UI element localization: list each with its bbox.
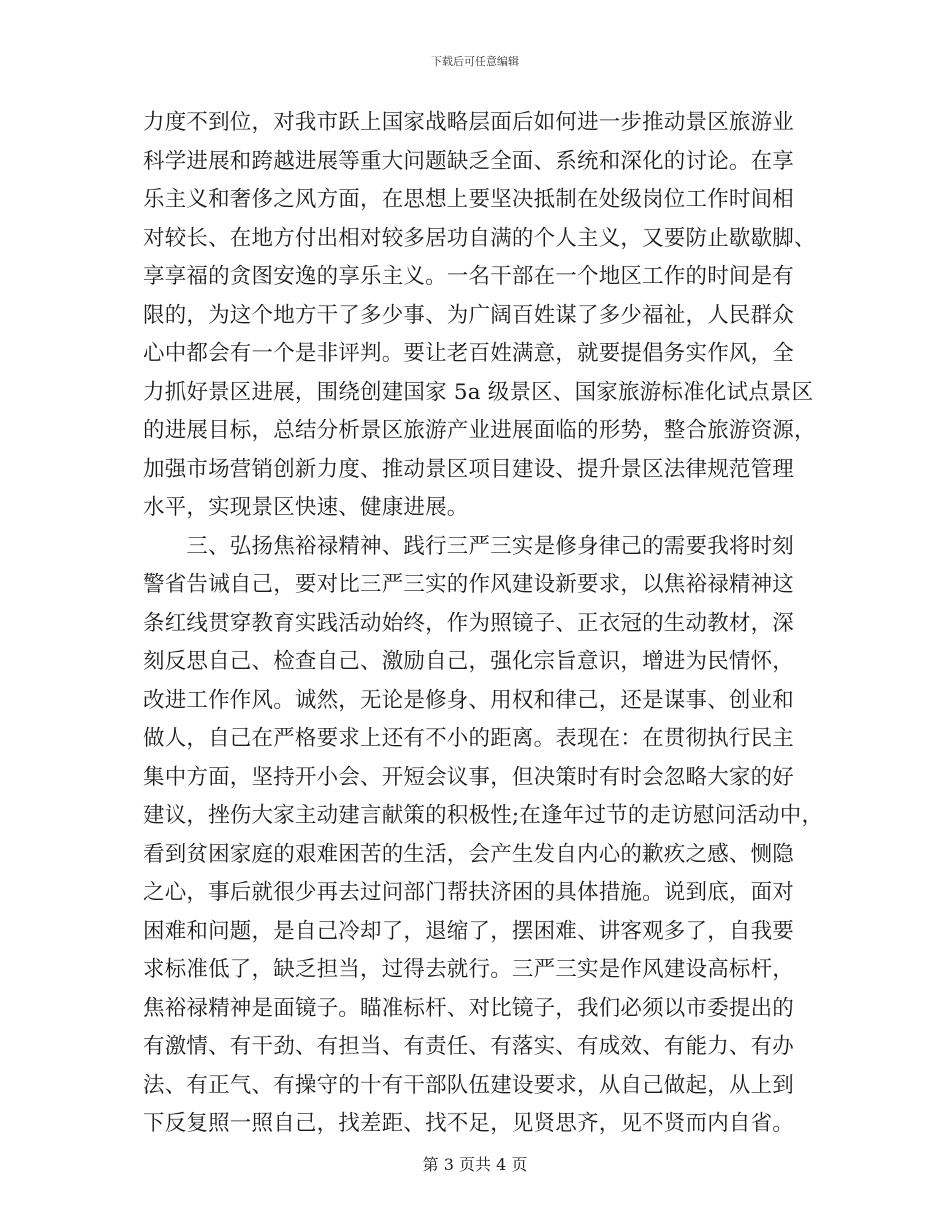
document-body [143,104,833,1144]
text-line: 力度不到位，对我市跃上国家战略层面后如何进一步推动景区旅游业 [143,110,795,135]
text-line: 乐主义和奢侈之风方面，在思想上要坚决抵制在处级岗位工作时间相 [143,187,795,212]
text-line: 三、弘扬焦裕禄精神、践行三严三实是修身律己的需要我将时刻 [143,533,795,559]
text-line: 下反复照一照自己，找差距、找不足，见贤思齐，见不贤而内自省。 [143,1111,795,1136]
text-line: 改进工作作风。诚然，无论是修身、用权和律己，还是谋事、创业和 [143,687,795,713]
text-line: 做人，自己在严格要求上还有不小的距离。表现在：在贯彻执行民主 [143,726,795,751]
text-line: 科学进展和跨越进展等重大问题缺乏全面、系统和深化的讨论。在享 [143,148,795,174]
text-line: 加强市场营销创新力度、推动景区项目建设、提升景区法律规范管理 [143,456,795,482]
text-line: 困难和问题，是自己冷却了，退缩了，摆困难、讲客观多了，自我要 [143,918,795,944]
page-footer: 第 3 页共 4 页 [422,1155,528,1174]
text-line: 享享福的贪图安逸的享乐主义。一名干部在一个地区工作的时间是有 [143,264,795,289]
text-line: 有激情、有干劲、有担当、有责任、有落实、有成效、有能力、有办 [143,1034,795,1059]
text-line: 对较长、在地方付出相对较多居功自满的个人主义，又要防止歇歇脚、 [143,225,816,251]
text-line: 条红线贯穿教育实践活动始终，作为照镜子、正衣冠的生动教材，深 [143,610,795,636]
text-line: 法、有正气、有操守的十有干部队伍建设要求，从自己做起，从上到 [143,1072,795,1098]
text-line: 力抓好景区进展，围绕创建国家 5a 级景区、国家旅游标准化试点景区 [143,379,814,405]
text-line: 的进展目标，总结分析景区旅游产业进展面临的形势，整合旅游资源， [143,418,816,443]
text-line: 求标准低了，缺乏担当，过得去就行。三严三实是作风建设高标杆， [143,957,795,982]
text-line: 限的，为这个地方干了多少事、为广阔百姓谋了多少福祉，人民群众 [143,302,795,328]
text-line: 警省告诫自己，要对比三严三实的作风建设新要求，以焦裕禄精神这 [143,572,795,597]
page-header: 下载后可任意编辑 [431,55,519,68]
text-line: 焦裕禄精神是面镜子。瞄准标杆、对比镜子，我们必须以市委提出的 [143,995,795,1021]
text-line: 刻反思自己、检查自己、激励自己，强化宗旨意识，增进为民情怀， [143,649,795,674]
text-line: 看到贫困家庭的艰难困苦的生活，会产生发自内心的歉疚之感、恻隐 [143,841,795,867]
text-line: 水平，实现景区快速、健康进展。 [143,495,469,520]
text-line: 心中都会有一个是非评判。要让老百姓满意，就要提倡务实作风，全 [143,341,795,366]
text-line: 建议，挫伤大家主动建言献策的积极性;在逢年过节的走访慰问活动中， [143,803,824,828]
text-line: 集中方面，坚持开小会、开短会议事，但决策时有时会忽略大家的好 [143,764,795,790]
text-line: 之心，事后就很少再去过问部门帮扶济困的具体措施。说到底，面对 [143,880,795,905]
